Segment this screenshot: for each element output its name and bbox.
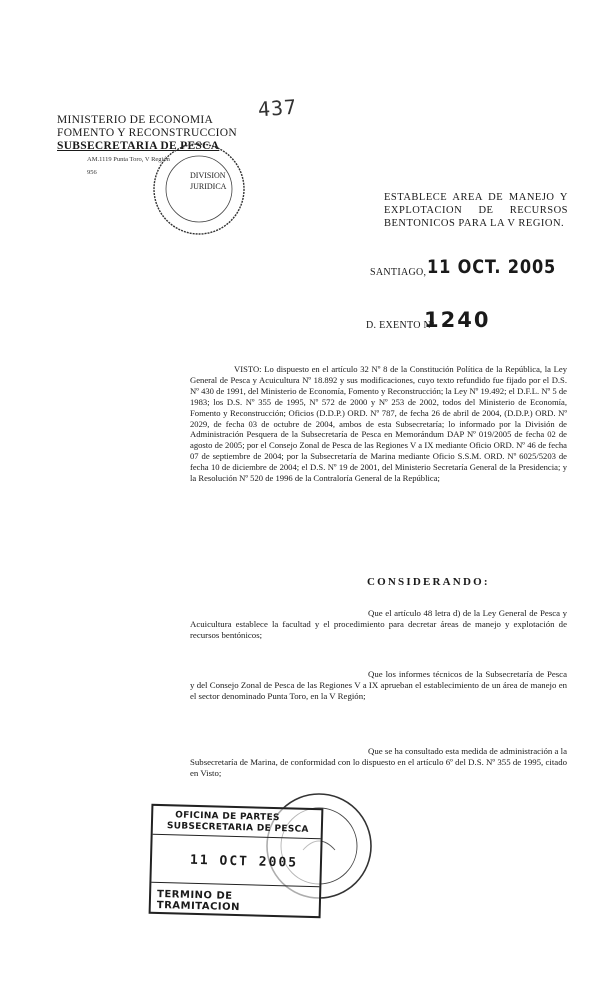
stamp-footer-label: TERMINO DE TRAMITACION xyxy=(156,888,241,914)
date-line xyxy=(370,256,557,280)
letterhead-reference: AM.1119 Punta Toro, V Región xyxy=(87,156,170,163)
handwritten-folio-number: 437 xyxy=(257,94,298,122)
considerando-heading: CONSIDERANDO: xyxy=(367,576,490,588)
considerando-paragraph-1 xyxy=(190,608,567,642)
stamp-subsecretaria-label: SUBSECRETARIA DE PESCA xyxy=(166,821,309,835)
division-juridica-stamp xyxy=(190,170,226,192)
considerando-lead: Que los informes técnicos de la Subsecretaría xyxy=(368,669,533,679)
decree-subject: ESTABLECE AREA DE MANEJO Y EXPLOTACION DE RECURSOS BENTONICOS PARA LA V REGION. xyxy=(384,192,568,229)
place-label: SANTIAGO, xyxy=(370,267,427,278)
stamp-date: 11 OCT 2005 xyxy=(189,852,299,871)
letterhead-ministry-2: FOMENTO Y RECONSTRUCCION xyxy=(57,127,237,139)
considerando-lead: Que se ha consultado esta medida de xyxy=(368,746,498,756)
decree-label: D. EXENTO Nº xyxy=(366,320,435,331)
juridica-label: JURIDICA xyxy=(190,182,227,191)
date-stamp: 11 OCT. 2005 xyxy=(427,256,557,278)
decree-number-line xyxy=(366,308,491,333)
letterhead-ministry: MINISTERIO DE ECONOMIA xyxy=(57,114,214,126)
visto-paragraph xyxy=(190,364,567,484)
letterhead-subsecretaria: SUBSECRETARIA DE PESCA xyxy=(57,140,220,152)
considerando-lead: Que el artículo 48 letra d) de la Ley General xyxy=(368,608,527,618)
considerando-body: de Pesca y Acuicultura establece la facultad y el procedimiento para decretar áreas de manejo y explotación de recursos bentónicos; xyxy=(190,608,567,641)
considerando-body: de Pesca y del Consejo Zonal de Pesca de las Regiones V a IX aprueban el establecimiento de un área de manejo en el sector denominado Punta Toro, en la V Región; xyxy=(190,669,567,702)
letterhead-code: 956 xyxy=(87,169,97,176)
stamp-divider xyxy=(151,882,319,887)
division-label: DIVISION xyxy=(190,171,226,180)
decree-number: 1240 xyxy=(424,308,491,332)
visto-lead: VISTO: Lo dispuesto en el artículo 32 Nº 8 xyxy=(234,364,388,374)
visto-body: de la Constitución Política de la República, la Ley General de Pesca y Acuicultura Nº 18.892 y sus modificaciones, cuyo texto refundido fue fijado por el D.S. Nº 430 de 1991, del Ministerio de Economía, Fomento y Reconstrucción; la Ley Nº 19.492; el D.F.L. Nº 5 de 1983; los D.S. Nº 355 de 1995, Nº 572 de 2000 y Nº 253 de 2002, todos del Ministerio de Economía, Fomento y Reconstrucción; Oficios (D.D.P.) ORD. Nº 787, de fecha 26 de abril de 2004, (D.D.P.) ORD. Nº 2029, de fecha 03 de octubre de 2004, ambos de esta Subsecretaría; lo informado por la División de Administración Pesquera de la Subsecretaría de Pesca en Memorándum DAP Nº 019/2005 de fecha 02 de agosto de 2005; por el Consejo Zonal de Pesca de las Regiones V a IX mediante Oficio ORD. Nº 46 de fecha 07 de septiembre de 2004; por la Subsecretaría de Marina mediante Oficio S.S.M. ORD. Nº 6025/5203 de fecha 10 de diciembre de 2004; el D.S. Nº 19 de 2001, del Ministerio Secretaría General de la Presidencia; y la Resolución Nº 520 de 1996 de la Contraloría General de la República; xyxy=(190,364,568,484)
considerando-paragraph-3 xyxy=(190,746,567,780)
oficina-de-partes-stamp xyxy=(149,804,324,918)
stamp-office-label: OFICINA DE PARTES xyxy=(175,810,280,824)
considerando-body: administración a la Subsecretaría de Marina, de conformidad con lo dispuesto en el artículo 6º del D.S. Nº 355 de 1995, citado en Visto; xyxy=(190,746,568,779)
stamp-divider xyxy=(153,834,321,839)
considerando-paragraph-2 xyxy=(190,669,567,703)
